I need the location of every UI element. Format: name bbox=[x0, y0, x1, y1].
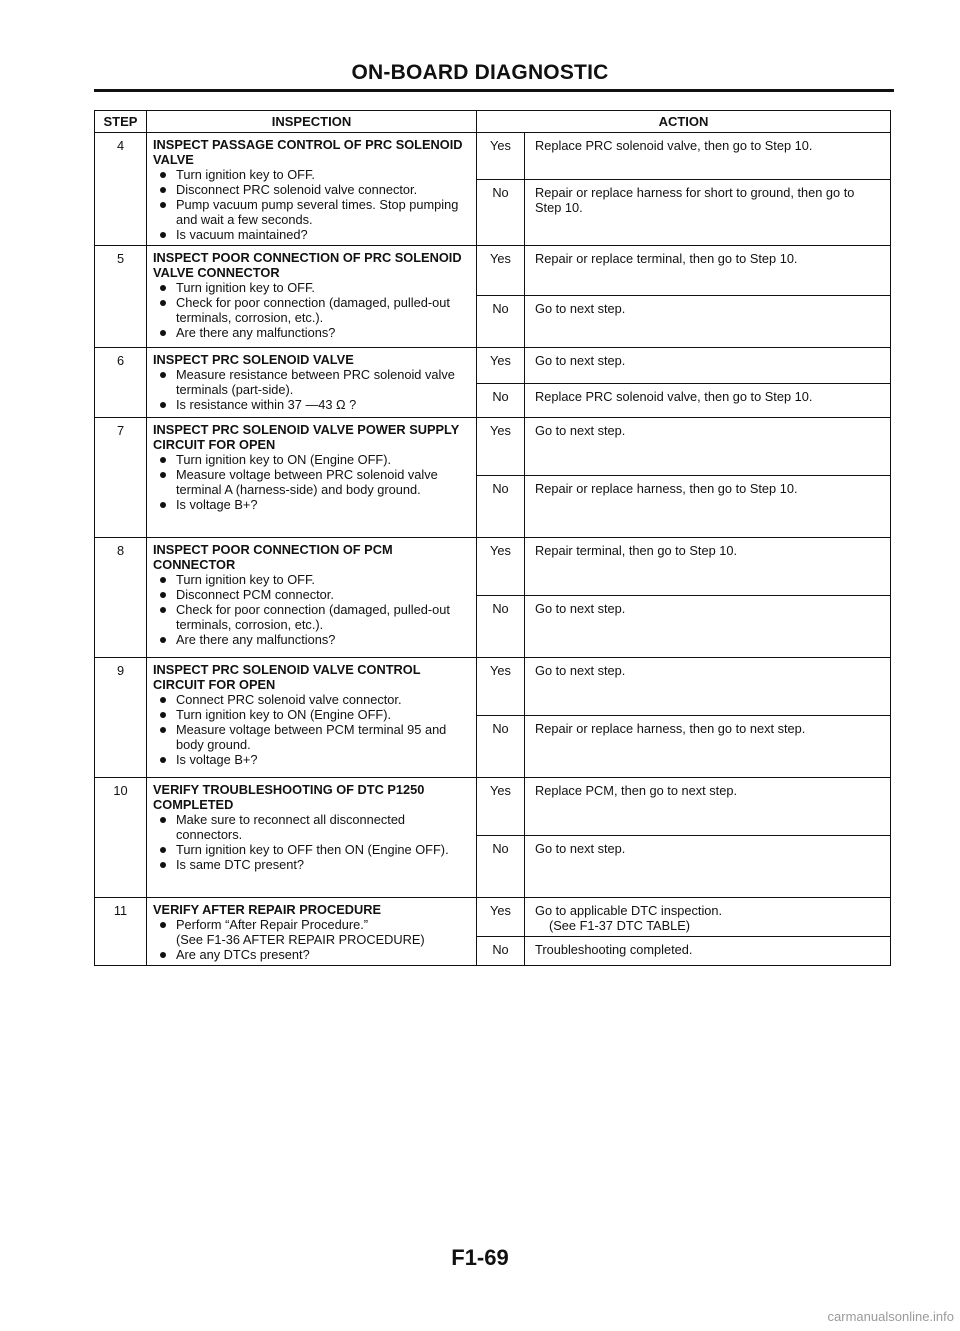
no-label: No bbox=[477, 836, 525, 898]
inspection-bullet-list bbox=[153, 692, 471, 767]
no-action: Repair or replace harness for short to ground, then go to Step 10. bbox=[525, 179, 891, 245]
table-header-row bbox=[95, 111, 891, 133]
yes-action: Replace PCM, then go to next step. bbox=[525, 778, 891, 836]
inspection-bullet-list bbox=[153, 452, 471, 512]
table-row-step-6 bbox=[95, 348, 891, 384]
yes-action: Replace PRC solenoid valve, then go to Step 10. bbox=[525, 133, 891, 180]
step-number: 9 bbox=[95, 658, 147, 778]
yes-label: Yes bbox=[477, 133, 525, 180]
inspection-bullet: Turn ignition key to ON (Engine OFF). bbox=[159, 707, 471, 722]
no-action: Go to next step. bbox=[525, 596, 891, 658]
inspection-cell bbox=[147, 246, 477, 348]
inspection-bullet: Connect PRC solenoid valve connector. bbox=[159, 692, 471, 707]
step-number: 11 bbox=[95, 898, 147, 966]
table-row-step-11 bbox=[95, 898, 891, 937]
no-label: No bbox=[477, 179, 525, 245]
step-number: 5 bbox=[95, 246, 147, 348]
no-action: Repair or replace harness, then go to next step. bbox=[525, 716, 891, 778]
no-action: Replace PRC solenoid valve, then go to Step 10. bbox=[525, 384, 891, 418]
inspection-bullet: Turn ignition key to OFF. bbox=[159, 572, 471, 587]
step-number: 6 bbox=[95, 348, 147, 418]
yes-label: Yes bbox=[477, 538, 525, 596]
page-number: F1-69 bbox=[451, 1245, 509, 1270]
inspection-bullet: Are there any malfunctions? bbox=[159, 325, 471, 340]
yes-label: Yes bbox=[477, 898, 525, 937]
inspection-cell bbox=[147, 348, 477, 418]
yes-action-subtext: (See F1-37 DTC TABLE) bbox=[549, 918, 691, 933]
yes-label: Yes bbox=[477, 418, 525, 476]
inspection-heading: INSPECT PASSAGE CONTROL OF PRC SOLENOID VALVE bbox=[153, 137, 463, 167]
inspection-bullet: Check for poor connection (damaged, pulled-out terminals, corrosion, etc.). bbox=[159, 602, 471, 632]
page-title: ON-BOARD DIAGNOSTIC bbox=[351, 61, 609, 84]
inspection-heading: INSPECT POOR CONNECTION OF PRC SOLENOID VALVE CONNECTOR bbox=[153, 250, 462, 280]
inspection-bullet: Disconnect PCM connector. bbox=[159, 587, 471, 602]
inspection-bullet-list bbox=[153, 812, 471, 872]
inspection-cell bbox=[147, 418, 477, 538]
no-label: No bbox=[477, 476, 525, 538]
inspection-bullet bbox=[159, 917, 471, 947]
step-number: 7 bbox=[95, 418, 147, 538]
inspection-cell bbox=[147, 538, 477, 658]
no-action: Go to next step. bbox=[525, 296, 891, 348]
inspection-bullet-list bbox=[153, 572, 471, 647]
inspection-bullet: Measure resistance between PRC solenoid valve terminals (part-side). bbox=[159, 367, 471, 397]
inspection-heading: INSPECT POOR CONNECTION OF PCM CONNECTOR bbox=[153, 542, 393, 572]
yes-action: Repair terminal, then go to Step 10. bbox=[525, 538, 891, 596]
inspection-bullet: Are any DTCs present? bbox=[159, 947, 471, 962]
inspection-heading: INSPECT PRC SOLENOID VALVE CONTROL CIRCUIT FOR OPEN bbox=[153, 662, 421, 692]
table-row-step-5 bbox=[95, 246, 891, 296]
no-action: Go to next step. bbox=[525, 836, 891, 898]
inspection-bullet: Make sure to reconnect all disconnected connectors. bbox=[159, 812, 471, 842]
step-number: 10 bbox=[95, 778, 147, 898]
inspection-cell bbox=[147, 778, 477, 898]
yes-action: Go to next step. bbox=[525, 658, 891, 716]
step-number: 8 bbox=[95, 538, 147, 658]
yes-action: Go to next step. bbox=[525, 348, 891, 384]
inspection-bullet: Turn ignition key to OFF. bbox=[159, 167, 471, 182]
inspection-cell bbox=[147, 658, 477, 778]
inspection-bullet: Measure voltage between PCM terminal 95 and body ground. bbox=[159, 722, 471, 752]
inspection-heading: VERIFY AFTER REPAIR PROCEDURE bbox=[153, 902, 382, 917]
inspection-bullet: Turn ignition key to OFF. bbox=[159, 280, 471, 295]
yes-action bbox=[525, 898, 891, 937]
inspection-bullet: Pump vacuum pump several times. Stop pumping and wait a few seconds. bbox=[159, 197, 471, 227]
inspection-bullet: Is same DTC present? bbox=[159, 857, 471, 872]
table-row-step-7 bbox=[95, 418, 891, 476]
yes-action: Repair or replace terminal, then go to Step 10. bbox=[525, 246, 891, 296]
yes-action: Go to next step. bbox=[525, 418, 891, 476]
bullet-text: Perform “After Repair Procedure.” bbox=[176, 917, 369, 932]
inspection-bullet: Is voltage B+? bbox=[159, 752, 471, 767]
inspection-bullet: Is vacuum maintained? bbox=[159, 227, 471, 242]
inspection-bullet: Check for poor connection (damaged, pulled-out terminals, corrosion, etc.). bbox=[159, 295, 471, 325]
title-rule bbox=[94, 89, 894, 92]
inspection-heading: INSPECT PRC SOLENOID VALVE POWER SUPPLY CIRCUIT FOR OPEN bbox=[153, 422, 459, 452]
inspection-bullet: Are there any malfunctions? bbox=[159, 632, 471, 647]
no-action: Troubleshooting completed. bbox=[525, 937, 891, 966]
bullet-subtext: (See F1-36 AFTER REPAIR PROCEDURE) bbox=[176, 932, 425, 947]
header-action: ACTION bbox=[477, 111, 891, 133]
inspection-bullet: Turn ignition key to ON (Engine OFF). bbox=[159, 452, 471, 467]
table-row-step-9 bbox=[95, 658, 891, 716]
inspection-bullet: Disconnect PRC solenoid valve connector. bbox=[159, 182, 471, 197]
inspection-cell bbox=[147, 898, 477, 966]
yes-action-text: Go to applicable DTC inspection. bbox=[535, 903, 723, 918]
table-row-step-8 bbox=[95, 538, 891, 596]
no-label: No bbox=[477, 596, 525, 658]
inspection-bullet-list bbox=[153, 280, 471, 340]
inspection-cell bbox=[147, 133, 477, 246]
inspection-heading: INSPECT PRC SOLENOID VALVE bbox=[153, 352, 354, 367]
step-number: 4 bbox=[95, 133, 147, 246]
header-inspection: INSPECTION bbox=[147, 111, 477, 133]
yes-label: Yes bbox=[477, 246, 525, 296]
inspection-bullet: Is resistance within 37 —43 Ω ? bbox=[159, 397, 471, 412]
no-action: Repair or replace harness, then go to Step 10. bbox=[525, 476, 891, 538]
table-row-step-4 bbox=[95, 133, 891, 180]
inspection-bullet: Turn ignition key to OFF then ON (Engine OFF). bbox=[159, 842, 471, 857]
header-step: STEP bbox=[95, 111, 147, 133]
yes-label: Yes bbox=[477, 778, 525, 836]
no-label: No bbox=[477, 296, 525, 348]
yes-label: Yes bbox=[477, 658, 525, 716]
inspection-bullet-list bbox=[153, 917, 471, 962]
diagnostic-table bbox=[94, 110, 891, 966]
watermark: carmanualsonline.info bbox=[827, 1309, 954, 1324]
inspection-heading: VERIFY TROUBLESHOOTING OF DTC P1250 COMPLETED bbox=[153, 782, 425, 812]
inspection-bullet: Measure voltage between PRC solenoid valve terminal A (harness-side) and body ground. bbox=[159, 467, 471, 497]
no-label: No bbox=[477, 716, 525, 778]
inspection-bullet-list bbox=[153, 367, 471, 412]
table-row-step-10 bbox=[95, 778, 891, 836]
yes-label: Yes bbox=[477, 348, 525, 384]
no-label: No bbox=[477, 384, 525, 418]
inspection-bullet: Is voltage B+? bbox=[159, 497, 471, 512]
inspection-bullet-list bbox=[153, 167, 471, 242]
no-label: No bbox=[477, 937, 525, 966]
